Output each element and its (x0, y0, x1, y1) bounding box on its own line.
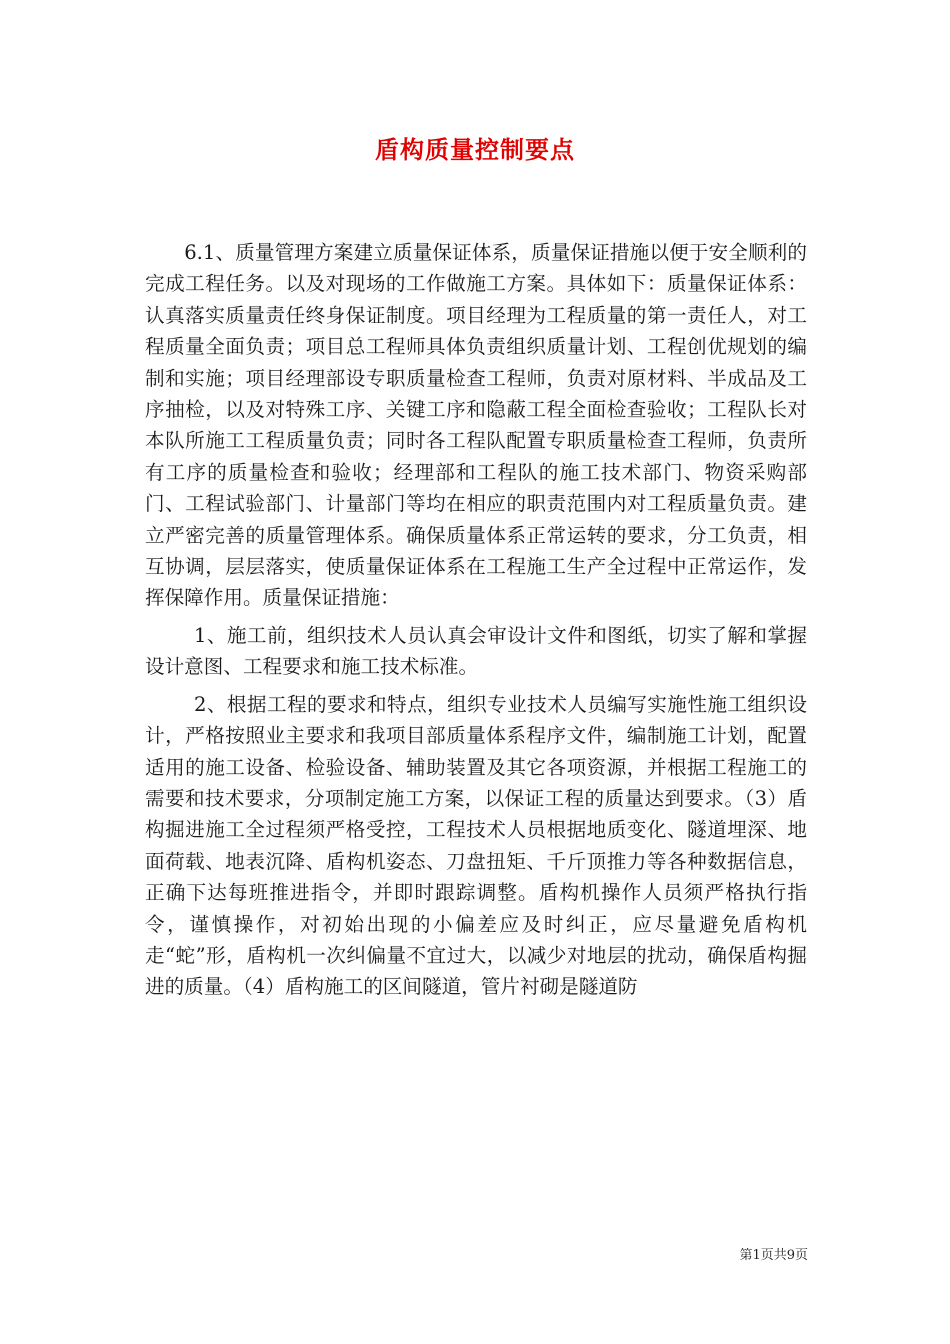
document-body (145, 237, 807, 1003)
paragraph-item-1: 1、施工前，组织技术人员认真会审设计文件和图纸，切实了解和掌握设计意图、工程要求和施工技术标准。 (145, 623, 807, 679)
paragraph-quality-management: 6.1、质量管理方案建立质量保证体系，质量保证措施以便于安全顺利的完成工程任务。以及对现场的工作做施工方案。具体如下：质量保证体系：认真落实质量责任终身保证制度。项目经理为工程质量的第一责任人，对工程质量全面负责；项目总工程师具体负责组织质量计划、工程创优规划的编制和实施；项目经理部设专职质量检查工程师，负责对原材料、半成品及工序抽检，以及对特殊工序、关键工序和隐蔽工程全面检查验收；工程队长对本队所施工工程质量负责；同时各工程队配置专职质量检查工程师，负责所有工序的质量检查和验收；经理部和工程队的施工技术部门、物资采购部门、工程试验部门、计量部门等均在相应的职责范围内对工程质量负责。建立严密完善的质量管理体系。确保质量体系正常运转的要求，分工负责，相互协调，层层落实，使质量保证体系在工程施工生产全过程中正常运作，发挥保障作用。质量保证措施： (145, 241, 807, 610)
paragraph-item-2: 2、根据工程的要求和特点，组织专业技术人员编写实施性施工组织设计，严格按照业主要求和我项目部质量体系程序文件，编制施工计划，配置适用的施工设备、检验设备、辅助装置及其它各项资源，并根据工程施工的需要和技术要求，分项制定施工方案，以保证工程的质量达到要求。（3）盾构掘进施工全过程须严格受控，工程技术人员根据地质变化、隧道埋深、地面荷载、地表沉降、盾构机姿态、刀盘扭矩、千斤顶推力等各种数据信息，正确下达每班推进指令，并即时跟踪调整。盾构机操作人员须严格执行指令，谨慎操作，对初始出现的小偏差应及时纠正，应尽量避免盾构机走“蛇”形，盾构机一次纠偏量不宜过大，以减少对地层的扰动，确保盾构掘进的质量。（4）盾构施工的区间隧道，管片衬砌是隧道防 (145, 692, 807, 999)
page-number-footer: 第1页共9页 (739, 1248, 808, 1263)
document-title: 盾构质量控制要点 (375, 135, 575, 164)
